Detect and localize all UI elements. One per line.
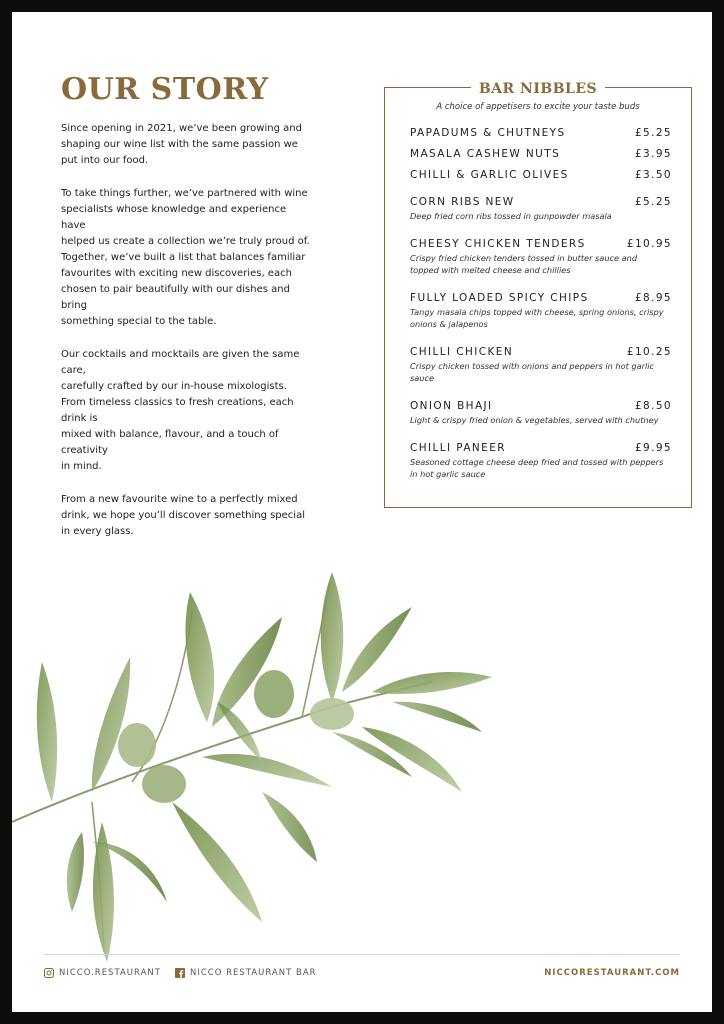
footer-instagram[interactable] bbox=[44, 968, 161, 978]
menu-page bbox=[12, 12, 712, 1012]
story-paragraph-1: Since opening in 2021, we’ve been growing and shaping our wine list with the same passion we put into our food. bbox=[61, 123, 302, 166]
item-description: Light & crispy fried onion & vegetables, served with chutney bbox=[410, 415, 659, 425]
menu-item bbox=[410, 346, 672, 384]
facebook-page: NICCO RESTAURANT BAR bbox=[190, 968, 317, 978]
facebook-icon bbox=[175, 968, 185, 978]
our-story-section bbox=[61, 72, 311, 557]
item-name: CHEESY CHICKEN TENDERS bbox=[410, 238, 586, 250]
menu-item bbox=[410, 127, 672, 139]
olive-branch-illustration bbox=[12, 552, 512, 972]
item-price: £3.50 bbox=[634, 169, 672, 181]
footer-facebook[interactable] bbox=[175, 968, 317, 978]
item-description: Tangy masala chips topped with cheese, spring onions, crispy onions & jalapenos bbox=[410, 307, 664, 329]
menu-subtitle: A choice of appetisers to excite your taste buds bbox=[436, 102, 640, 112]
menu-items-list bbox=[410, 127, 672, 491]
menu-title: BAR NIBBLES bbox=[471, 81, 605, 97]
bar-nibbles-box bbox=[384, 81, 692, 508]
story-paragraph-2: To take things further, we’ve partnered with wine specialists whose knowledge and experience have helped us create a collection we’re truly proud of. Together, we’ve built a list that balances familiar favourites with exciting new discoveries, each chosen to pair beautifully with our dishes and bring something special to the table. bbox=[61, 188, 310, 327]
item-name: ONION BHAJI bbox=[410, 400, 493, 412]
instagram-icon bbox=[44, 968, 54, 978]
item-description: Crispy chicken tossed with onions and peppers in hot garlic sauce bbox=[410, 361, 655, 383]
item-price: £8.95 bbox=[634, 292, 672, 304]
item-price: £3.95 bbox=[634, 148, 672, 160]
item-name: CHILLI CHICKEN bbox=[410, 346, 514, 358]
menu-item bbox=[410, 238, 672, 276]
item-name: CHILLI PANEER bbox=[410, 442, 506, 454]
menu-item bbox=[410, 400, 672, 426]
website-link[interactable]: NICCORESTAURANT.COM bbox=[544, 968, 680, 978]
item-name: CHILLI & GARLIC OLIVES bbox=[410, 169, 569, 181]
item-name: MASALA CASHEW NUTS bbox=[410, 148, 561, 160]
menu-item bbox=[410, 292, 672, 330]
item-description: Deep fried corn ribs tossed in gunpowder masala bbox=[410, 211, 612, 221]
item-description: Crispy fried chicken tenders tossed in butter sauce and topped with melted cheese and chillies bbox=[410, 253, 638, 275]
item-name: FULLY LOADED SPICY CHIPS bbox=[410, 292, 589, 304]
item-price: £10.25 bbox=[626, 346, 672, 358]
story-paragraph-3: Our cocktails and mocktails are given the same care, carefully crafted by our in-house mixologists. From timeless classics to fresh creations, each drink is mixed with balance, flavour, and a touch of creativity in mind. bbox=[61, 349, 300, 472]
footer-divider bbox=[44, 954, 680, 955]
item-name: PAPADUMS & CHUTNEYS bbox=[410, 127, 566, 139]
menu-item bbox=[410, 442, 672, 480]
menu-item bbox=[410, 196, 672, 222]
item-price: £5.25 bbox=[634, 127, 672, 139]
item-price: £8.50 bbox=[634, 400, 672, 412]
menu-item bbox=[410, 169, 672, 181]
story-title: OUR STORY bbox=[61, 72, 269, 107]
item-description: Seasoned cottage cheese deep fried and tossed with peppers in hot garlic sauce bbox=[410, 457, 664, 479]
item-price: £9.95 bbox=[634, 442, 672, 454]
menu-item bbox=[410, 148, 672, 160]
story-paragraph-4: From a new favourite wine to a perfectly mixed drink, we hope you’ll discover something special in every glass. bbox=[61, 494, 305, 537]
item-price: £5.25 bbox=[634, 196, 672, 208]
item-price: £10.95 bbox=[626, 238, 672, 250]
footer-website[interactable] bbox=[544, 968, 680, 978]
item-name: CORN RIBS NEW bbox=[410, 196, 515, 208]
instagram-handle: NICCO.RESTAURANT bbox=[59, 968, 161, 978]
